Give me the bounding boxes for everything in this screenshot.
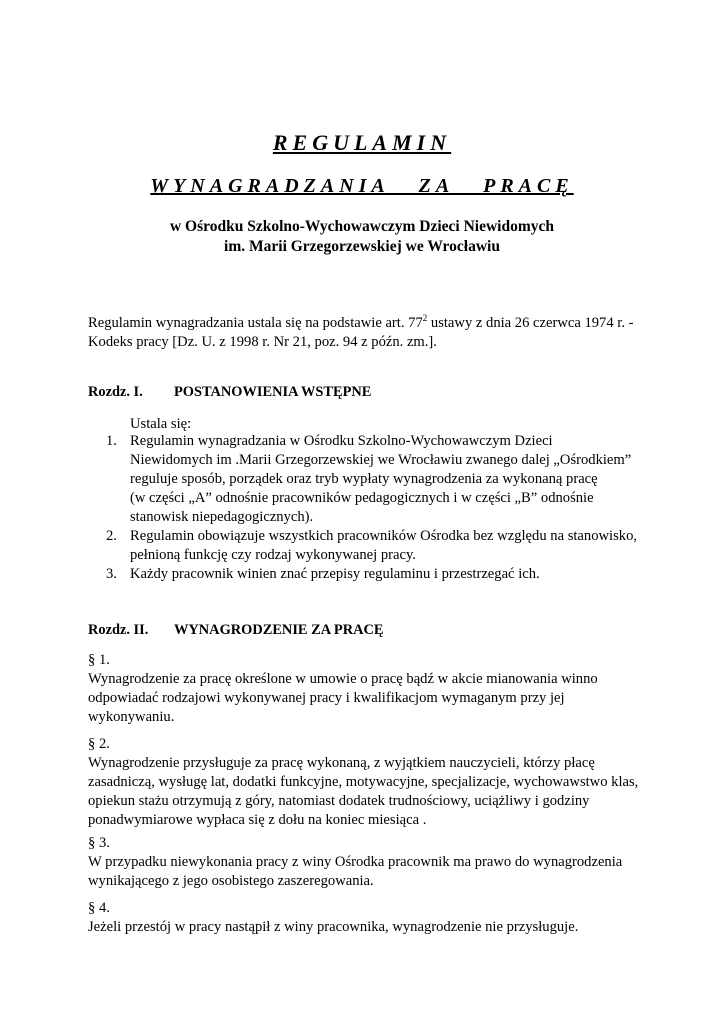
list-item (106, 432, 666, 527)
intro-text-start: Regulamin wynagradzania ustala się na podstawie art. 77 (88, 315, 423, 331)
paragraph-line: wykonywaniu. (88, 709, 175, 725)
institution-line-1: w Ośrodku Szkolno-Wychowawczym Dzieci Niewidomych (169, 218, 555, 235)
paragraph-line: zasadniczą, wysługę lat, dodatki funkcyjne, motywacyjne, specjalizacje, wychowawstwo klas, (88, 774, 639, 790)
list-item-number: 3. (106, 566, 117, 582)
section-1-lead: Ustala się: (130, 416, 192, 432)
paragraph-number: § 1. (88, 652, 110, 668)
paragraph-number: § 2. (88, 736, 110, 752)
list-item-number: 2. (106, 528, 117, 544)
paragraph-4 (88, 899, 658, 937)
section-1-title: POSTANOWIENIA WSTĘPNE (174, 384, 372, 400)
intro-paragraph (88, 314, 648, 352)
intro-superscript: 2 (422, 313, 428, 323)
section-1-heading (88, 383, 648, 402)
paragraph-line: odpowiadać rodzajowi wykonywanej pracy i kwalifikacjom wymaganym przy jej (88, 690, 565, 706)
section-2-number: Rozdz. II. (88, 622, 149, 638)
paragraph-line: opiekun stażu otrzymują z góry, natomiast dodatek trudnościowy, uciążliwy i godziny (88, 793, 590, 809)
paragraph-1 (88, 651, 658, 727)
paragraph-2 (88, 735, 658, 830)
list-item (106, 527, 666, 565)
list-item-number: 1. (106, 433, 117, 449)
paragraph-number: § 3. (88, 835, 110, 851)
list-item-line: pełnioną funkcję czy rodzaj wykonywanej pracy. (130, 547, 416, 563)
list-item-line: Regulamin obowiązuje wszystkich pracowników Ośrodka bez względu na stanowisko, (130, 528, 638, 544)
paragraph-line: Wynagrodzenie przysługuje za pracę wykonaną, z wyjątkiem nauczycieli, którzy płacę (88, 755, 595, 771)
list-item-line: Regulamin wynagradzania w Ośrodku Szkolno-Wychowawczym Dzieci (130, 433, 553, 449)
document-title: REGULAMIN (272, 130, 452, 155)
list-item-line: (w części „A” odnośnie pracowników pedagogicznych i w części „B” odnośnie (130, 490, 594, 506)
paragraph-line: wynikającego z jego osobistego zaszeregowania. (88, 873, 374, 889)
paragraph-line: ponadwymiarowe wypłaca się z dołu na koniec miesiąca . (88, 812, 427, 828)
paragraph-line: W przypadku niewykonania pracy z winy Ośrodka pracownik ma prawo do wynagrodzenia (88, 854, 623, 870)
list-item-line: stanowisk niepedagogicznych). (130, 509, 314, 525)
list-item-line: Każdy pracownik winien znać przepisy regulaminu i przestrzegać ich. (130, 566, 540, 582)
intro-text-end: ustawy z dnia 26 czerwca 1974 r. - Kodeks pracy [Dz. U. z 1998 r. Nr 21, poz. 94 z późn. zm.]. (88, 315, 634, 350)
section-2-title: WYNAGRODZENIE ZA PRACĘ (174, 622, 384, 638)
list-item-line: Niewidomych im .Marii Grzegorzewskiej we Wrocławiu zwanego dalej „Ośrodkiem” (130, 452, 632, 468)
section-1-list (106, 432, 666, 584)
section-2-heading (88, 621, 648, 640)
paragraph-line: Wynagrodzenie za pracę określone w umowie o pracę bądź w akcie mianowania winno (88, 671, 598, 687)
institution-name (0, 217, 724, 257)
paragraph-number: § 4. (88, 900, 110, 916)
list-item (106, 565, 666, 584)
paragraph-line: Jeżeli przestój w pracy nastąpił z winy pracownika, wynagrodzenie nie przysługuje. (88, 919, 579, 935)
list-item-line: reguluje sposób, porządek oraz tryb wypłaty wynagrodzenia za wykonaną pracę (130, 471, 598, 487)
paragraph-3 (88, 834, 658, 891)
institution-line-2: im. Marii Grzegorzewskiej we Wrocławiu (224, 238, 500, 255)
section-1-number: Rozdz. I. (88, 384, 143, 400)
document-subtitle: WYNAGRADZANIA ZA PRACĘ (150, 175, 574, 197)
